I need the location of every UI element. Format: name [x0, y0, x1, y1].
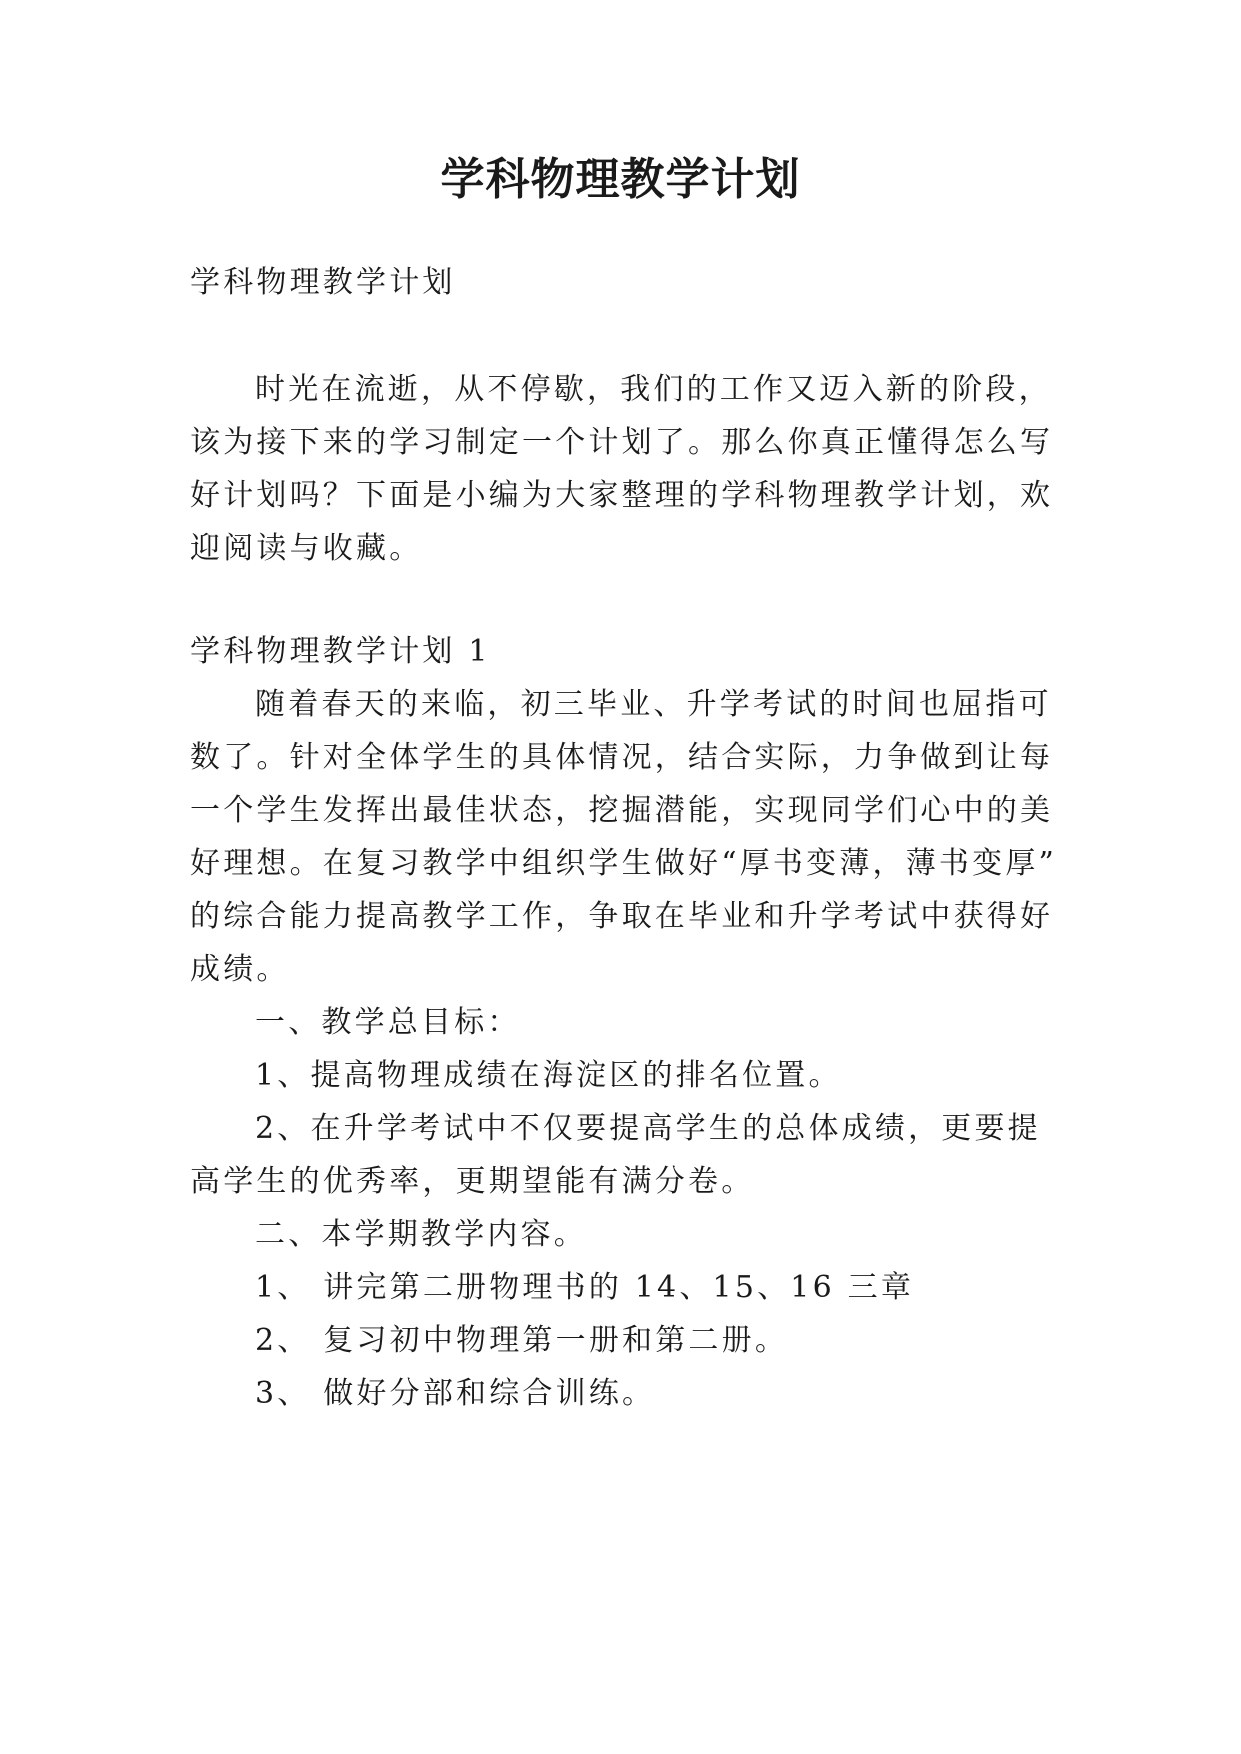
- goal-item: 1、提高物理成绩在海淀区的排名位置。: [255, 1058, 842, 1093]
- content-heading: 二、本学期教学内容。: [255, 1217, 587, 1252]
- body-line: 数了。针对全体学生的具体情况，结合实际，力争做到让每: [190, 740, 1054, 775]
- goal-item-continuation: 高学生的优秀率，更期望能有满分卷。: [190, 1164, 755, 1199]
- section-heading: 学科物理教学计划 1: [190, 634, 491, 669]
- intro-line: 该为接下来的学习制定一个计划了。那么你真正懂得怎么写: [190, 425, 1054, 460]
- content-item: 1、 讲完第二册物理书的 14、15、16 三章: [255, 1270, 915, 1305]
- body-line: 好理想。在复习教学中组织学生做好“厚书变薄，薄书变厚”: [190, 846, 1058, 881]
- intro-line: 时光在流逝，从不停歇，我们的工作又迈入新的阶段，: [255, 372, 1052, 407]
- body-line: 的综合能力提高教学工作，争取在毕业和升学考试中获得好: [190, 899, 1054, 934]
- document-title: 学科物理教学计划: [440, 154, 801, 205]
- body-line: 随着春天的来临，初三毕业、升学考试的时间也屈指可: [255, 687, 1052, 722]
- goal-item: 2、在升学考试中不仅要提高学生的总体成绩，更要提: [255, 1111, 1041, 1146]
- body-line: 一个学生发挥出最佳状态，挖掘潜能，实现同学们心中的美: [190, 793, 1054, 828]
- content-item: 2、 复习初中物理第一册和第二册。: [255, 1323, 789, 1358]
- intro-line: 好计划吗？下面是小编为大家整理的学科物理教学计划，欢: [190, 478, 1054, 513]
- intro-line: 迎阅读与收藏。: [190, 531, 423, 566]
- body-line: 成绩。: [190, 952, 290, 987]
- goal-heading: 一、教学总目标：: [255, 1005, 521, 1040]
- document-subtitle: 学科物理教学计划: [190, 265, 456, 300]
- content-item: 3、 做好分部和综合训练。: [255, 1376, 656, 1411]
